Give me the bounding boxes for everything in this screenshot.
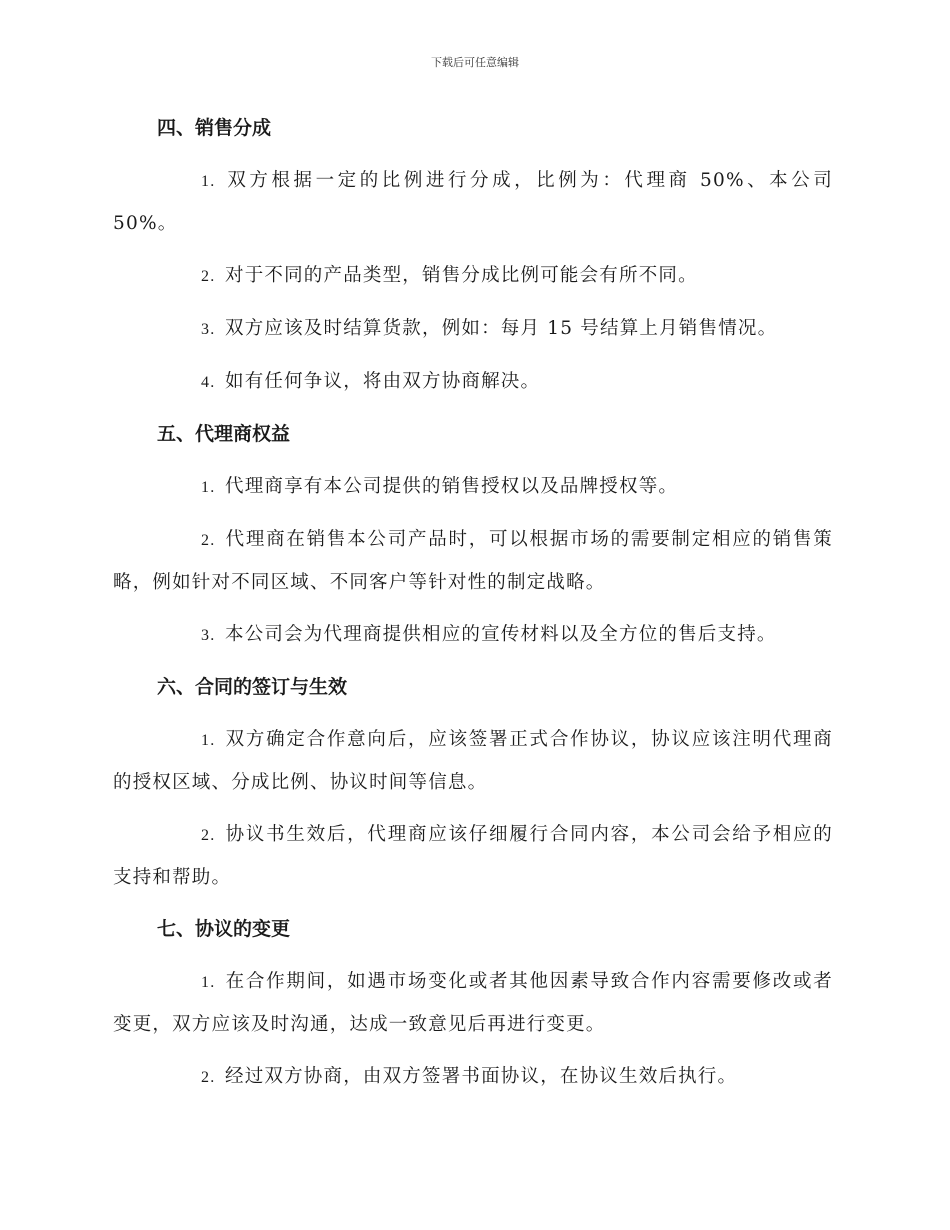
list-item	[113, 361, 833, 404]
item-text: 经过双方协商，由双方签署书面协议，在协议生效后执行。	[225, 1066, 738, 1087]
section-title: 四、销售分成	[157, 117, 272, 139]
list-item	[113, 160, 833, 245]
section-title: 七、协议的变更	[157, 918, 291, 940]
section-sales-split	[113, 108, 833, 404]
item-text: 双方应该及时结算货款，例如：每月 15 号结算上月销售情况。	[225, 318, 778, 339]
item-number: 1.	[201, 974, 216, 991]
item-text: 代理商在销售本公司产品时，可以根据市场的需要制定相应的销售策略，例如针对不同区域、不同客户等针对性的制定战略。	[113, 529, 833, 593]
list-item	[113, 719, 833, 804]
item-text: 双方确定合作意向后，应该签署正式合作协议，协议应该注明代理商的授权区域、分成比例、协议时间等信息。	[113, 729, 833, 793]
item-text: 双方根据一定的比例进行分成，比例为：代理商 50%、本公司 50%。	[113, 170, 833, 234]
item-number: 1.	[201, 173, 216, 190]
item-number: 2.	[201, 268, 216, 285]
page-header: 下载后可任意编辑	[431, 56, 519, 69]
document-body	[113, 108, 833, 1109]
item-number: 1.	[201, 732, 216, 749]
item-text: 协议书生效后，代理商应该仔细履行合同内容，本公司会给予相应的支持和帮助。	[113, 824, 833, 888]
section-contract-signing	[113, 667, 833, 899]
list-item	[113, 255, 833, 298]
item-number: 2.	[201, 827, 216, 844]
section-title: 六、合同的签订与生效	[157, 676, 348, 698]
section-agreement-changes	[113, 909, 833, 1099]
item-text: 对于不同的产品类型，销售分成比例可能会有所不同。	[225, 265, 698, 286]
item-number: 3.	[201, 627, 216, 644]
list-item	[113, 519, 833, 604]
list-item	[113, 308, 833, 351]
list-item	[113, 961, 833, 1046]
item-text: 代理商享有本公司提供的销售授权以及品牌授权等。	[225, 476, 679, 497]
item-number: 2.	[201, 1069, 216, 1086]
section-title: 五、代理商权益	[157, 423, 291, 445]
section-agent-rights	[113, 414, 833, 657]
list-item	[113, 466, 833, 509]
list-item	[113, 614, 833, 657]
item-number: 2.	[201, 532, 216, 549]
list-item	[113, 814, 833, 899]
item-number: 3.	[201, 321, 216, 338]
item-text: 如有任何争议，将由双方协商解决。	[225, 371, 541, 392]
item-number: 4.	[201, 374, 216, 391]
item-number: 1.	[201, 479, 216, 496]
item-text: 本公司会为代理商提供相应的宣传材料以及全方位的售后支持。	[225, 624, 777, 645]
list-item	[113, 1056, 833, 1099]
item-text: 在合作期间，如遇市场变化或者其他因素导致合作内容需要修改或者变更，双方应该及时沟通，达成一致意见后再进行变更。	[113, 971, 833, 1035]
